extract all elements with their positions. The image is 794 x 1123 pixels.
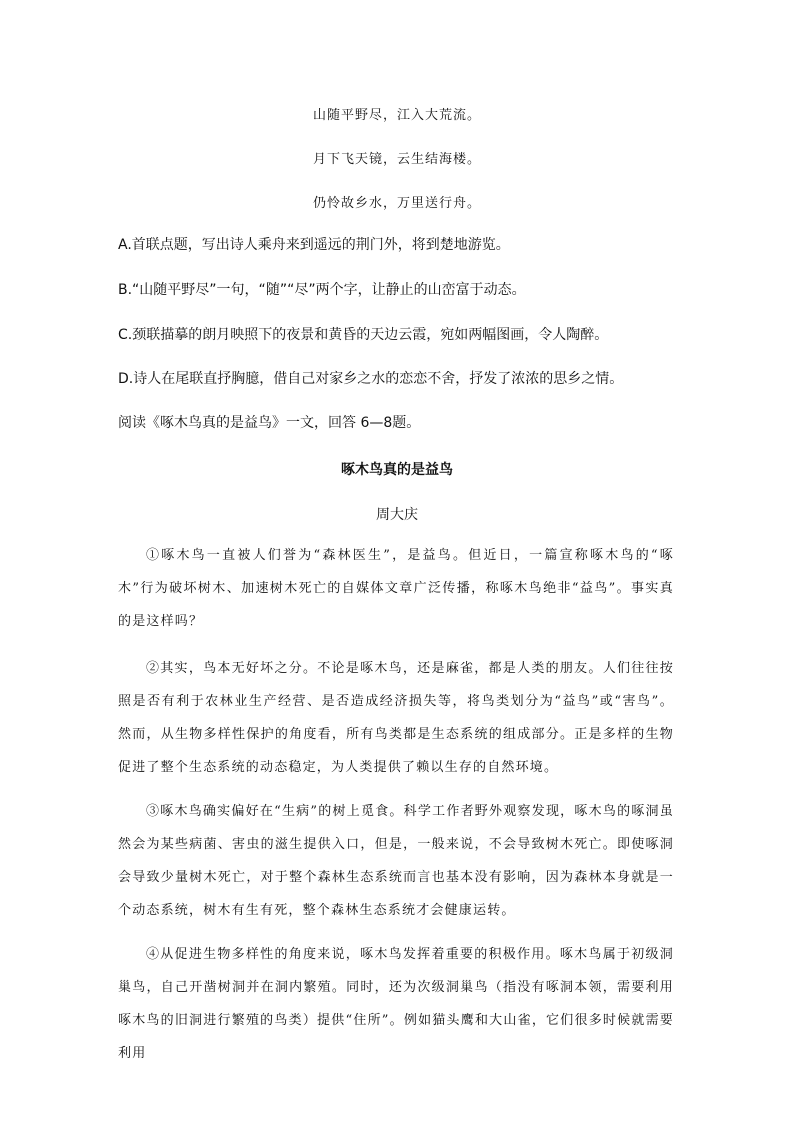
option-a: A.首联点题，写出诗人乘舟来到遥远的荆门外，将到楚地游览。 [118, 237, 510, 253]
article-paragraph-3: ③啄木鸟确实偏好在“生病”的树上觅食。科学工作者野外观察发现，啄木鸟的啄洞虽然会为某些病菌、害虫的滋生提供入口，但是，一般来说，不会导致树木死亡。即使啄洞会导致少量树木死亡，对于整个森林生态系统而言也基本没有影响，因为森林本身就是一个动态系统，树木有生有死，整个森林生态系统才会健康运转。 [118, 804, 674, 918]
poem-line-3: 仍怜故乡水，万里送行舟。 [312, 196, 481, 211]
article-title: 啄木鸟真的是益鸟 [341, 462, 453, 478]
poem-line-1: 山随平野尽，江入大荒流。 [312, 108, 481, 123]
article-paragraph-1: ①啄木鸟一直被人们誉为“森林医生”，是益鸟。但近日，一篇宣称啄木鸟的“啄木”行为破坏树木、加速树木死亡的自媒体文章广泛传播，称啄木鸟绝非“益鸟”。事实真的是这样吗？ [118, 548, 674, 629]
option-d: D.诗人在尾联直抒胸臆，借自己对家乡之水的恋恋不舍，抒发了浓浓的思乡之情。 [118, 371, 624, 387]
reading-instruction: 阅读《啄木鸟真的是益鸟》一文，回答 6—8题。 [118, 415, 421, 431]
article-paragraph-2: ②其实，鸟本无好坏之分。不论是啄木鸟，还是麻雀，都是人类的朋友。人们往往按照是否有利于农林业生产经营、是否造成经济损失等，将鸟类划分为“益鸟”或“害鸟”。然而，从生物多样性保护的角度看，所有鸟类都是生态系统的组成部分。正是多样的生物促进了整个生态系统的动态稳定，为人类提供了赖以生存的自然环境。 [118, 661, 674, 775]
article-paragraph-4: ④从促进生物多样性的角度来说，啄木鸟发挥着重要的积极作用。啄木鸟属于初级洞巢鸟，自己开凿树洞并在洞内繁殖。同时，还为次级洞巢鸟（指没有啄洞本领，需要利用啄木鸟的旧洞进行繁殖的鸟类）提供“住所”。例如猫头鹰和大山雀，它们很多时候就需要利用 [118, 947, 674, 1061]
option-b: B.“山随平野尽”一句，“随”“尽”两个字，让静止的山峦富于动态。 [118, 282, 526, 298]
poem-line-2: 月下飞天镜，云生结海楼。 [312, 152, 481, 167]
option-c: C.颈联描摹的朗月映照下的夜景和黄昏的天边云霞，宛如两幅图画，令人陶醉。 [118, 327, 609, 343]
article-author: 周大庆 [376, 507, 418, 523]
